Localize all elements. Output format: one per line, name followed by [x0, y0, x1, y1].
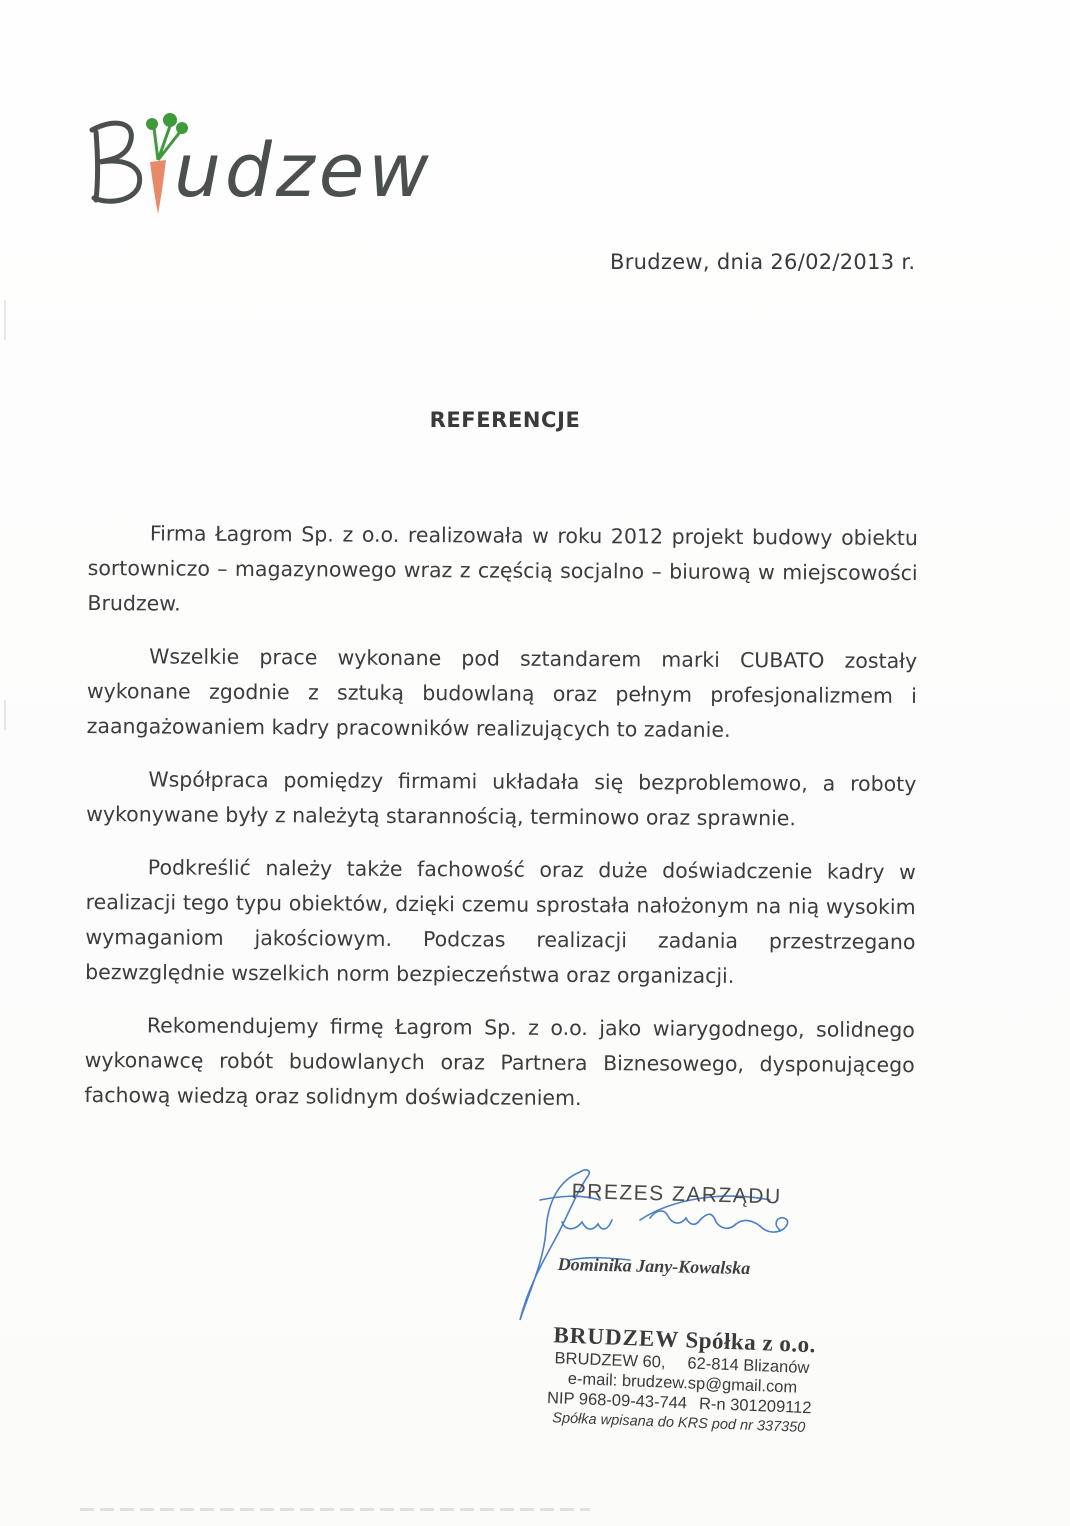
paragraph: Rekomendujemy firmę Łagrom Sp. z o.o. jako wiarygodnego, solidnego wykonawcę robót budowlanych oraz Partnera Biznesowego, dysponującego fachową wiedzą oraz solidnym doświadczeniem. [84, 1013, 915, 1111]
paragraph: Podkreślić należy także fachowość oraz duże doświadczenie kadry w realizacji tego typu obiektów, dzięki czemu sprostała nałożonym na nią wysokim wymaganiom jakościowym. Podczas realizacji zadania przestrzegano bezwzględnie wszelkich norm bezpieczeństwa oraz organizacji. [85, 855, 916, 988]
stamp-company-suffix: Spółka z o.o. [685, 1327, 817, 1358]
scan-edge-mark [4, 300, 6, 340]
paragraph: Współpraca pomiędzy firmami układała się bezproblemowo, a roboty wykonywane były z należytą starannością, terminowo oraz sprawnie. [86, 767, 917, 831]
stamp-email: e-mail: brudzew.sp@gmail.com [567, 1369, 798, 1397]
brudzew-logo [88, 102, 433, 222]
logo-text: udzew [174, 128, 433, 214]
scan-edge-mark [4, 700, 6, 730]
stamp-city: 62-814 Blizanów [687, 1354, 810, 1378]
signatory-name: Dominika Jany-Kowalska [557, 1254, 751, 1279]
document-date: Brudzew, dnia 26/02/2013 r. [610, 250, 916, 274]
scan-artifact [80, 1508, 590, 1511]
paragraph: Firma Łagrom Sp. z o.o. realizowała w roku 2012 projekt budowy obiektu sortowniczo – magazynowego wraz z częścią socjalno – biurową w miejscowości Brudzew. [87, 521, 918, 616]
stamp-regon: R-n 301209112 [698, 1394, 812, 1418]
stamp-street: BRUDZEW 60, [554, 1349, 666, 1372]
signature-block [500, 1160, 820, 1330]
signature-role: PREZES ZARZĄDU [571, 1180, 782, 1209]
paragraph: Wszelkie prace wykonane pod sztandarem marki CUBATO zostały wykonane zgodnie z sztuką budowlaną oraz pełnym profesjonalizmem i zaangażowaniem kadry pracowników realizujących to zadanie. [86, 644, 918, 742]
company-stamp [544, 1322, 858, 1440]
stamp-nip: NIP 968-09-43-744 [546, 1389, 688, 1413]
document-title: REFERENCJE [429, 408, 581, 432]
document-body [84, 516, 918, 1136]
stamp-krs: Spółka wpisana do KRS pod nr 337350 [552, 1410, 806, 1436]
stamp-brand: BRUDZEW [553, 1322, 680, 1353]
logo-graphic [88, 102, 433, 222]
